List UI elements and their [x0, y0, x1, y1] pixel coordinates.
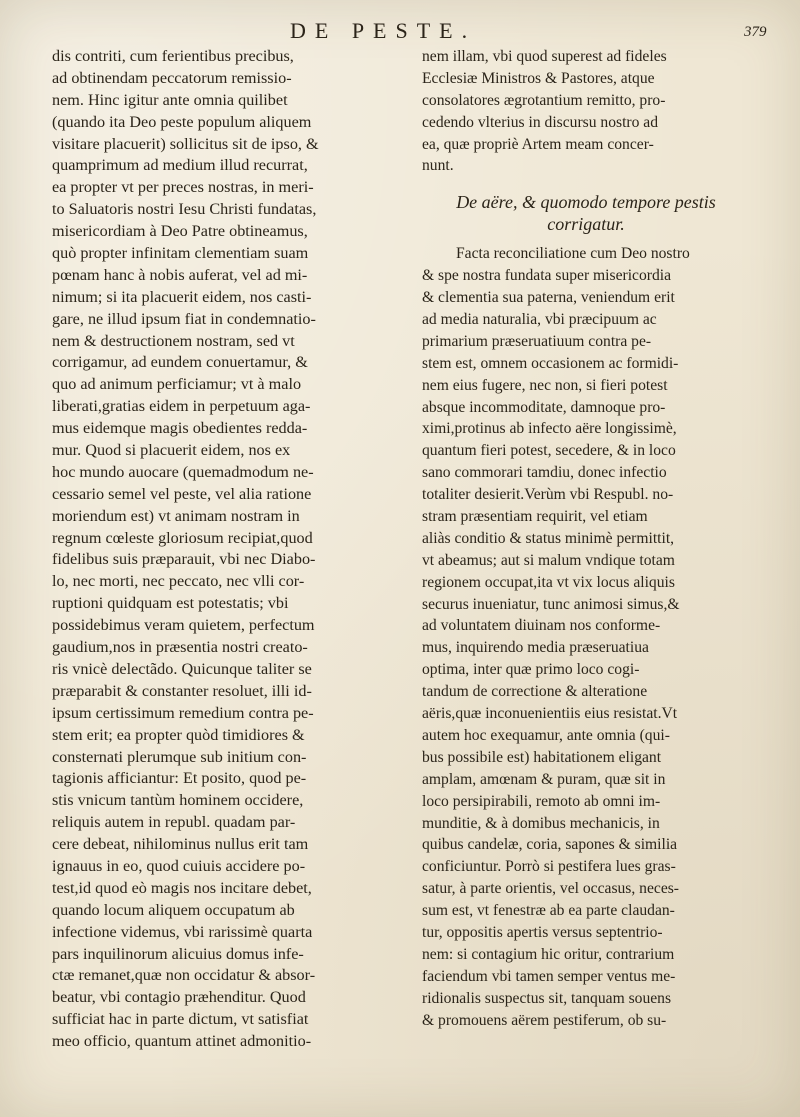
text-line: pars inquilinorum alicuius domus infe-: [52, 944, 304, 963]
text-line: nimum; si ita placuerit eidem, nos casti-: [52, 287, 312, 306]
text-line: nem & destructionem nostram, sed vt: [52, 331, 295, 350]
text-line: ad obtinendam peccatorum remissio-: [52, 68, 292, 87]
text-line: mus eidemque magis obedientes redda-: [52, 419, 308, 438]
text-line: nem eius fugere, nec non, si fieri potest: [422, 376, 668, 394]
text-line: corrigamur, ad eundem conuertamur, &: [52, 353, 308, 372]
text-line: mur. Quod si placuerit eidem, nos ex: [52, 441, 291, 460]
text-line: cessario semel vel peste, vel alia ratione: [52, 484, 312, 503]
text-line: nunt.: [422, 157, 454, 175]
text-line: ruptioni quidquam est potestatis; vbi: [52, 594, 289, 613]
text-line: loco persipirabili, remoto ab omni im-: [422, 792, 661, 810]
text-line: quantum fieri potest, secedere, & in loco: [422, 442, 676, 460]
text-line: optima, inter quæ primo loco cogi-: [422, 661, 640, 679]
text-line: præparabit & constanter resoluet, illi id-: [52, 681, 312, 700]
text-line: faciendum vbi tamen semper ventus me-: [422, 967, 676, 985]
text-line: absque incommoditate, damnoque pro-: [422, 398, 666, 416]
text-line: sum est, vt fenestræ ab ea parte claudan-: [422, 902, 675, 920]
text-line: ctæ remanet,quæ non occidatur & absor-: [52, 966, 316, 985]
text-line: quamprimum ad medium illud recurrat,: [52, 156, 308, 175]
text-line: reliquis autem in republ. quadam par-: [52, 813, 296, 832]
text-line: aëris,quæ inconuenientiis eius resistat.Vt: [422, 705, 678, 723]
text-line: nem illam, vbi quod superest ad fideles: [422, 48, 667, 65]
text-line: dis contriti, cum ferientibus precibus,: [52, 47, 294, 65]
text-line: tagionis afficiantur: Et posito, quod pe-: [52, 769, 307, 788]
running-head: DE PESTE.: [290, 18, 477, 43]
text-line: bus possibile est) habitationem eligant: [422, 748, 662, 766]
text-line: consternati plerumque sub initium con-: [52, 747, 307, 766]
text-line: stem est, omnem occasionem ac formidi-: [422, 354, 679, 372]
text-line: ris vnicè delectãdo. Quicunque taliter se: [52, 659, 312, 678]
text-line: sufficiat hac in parte dictum, vt satisfiat: [52, 1010, 309, 1029]
text-line: ad voluntatem diuinam nos conforme-: [422, 617, 661, 635]
text-line: stis vnicum tantùm hominem occidere,: [52, 791, 304, 810]
text-line: ximi,protinus ab infecto aëre longissimè,: [422, 420, 677, 438]
text-line: ridionalis suspectus sit, tanquam souens: [422, 989, 672, 1007]
text-line: ea, quæ propriè Artem meam concer-: [422, 135, 654, 153]
text-line: meo officio, quantum attinet admonitio-: [52, 1032, 312, 1051]
text-line: ignauus in eo, quod cuiuis accidere po-: [52, 856, 306, 875]
section-title-continued: corrigatur.: [547, 214, 625, 235]
text-line: ad media naturalia, vbi præcipuum ac: [422, 311, 657, 329]
text-line: lo, nec morti, nec peccato, nec vlli cor-: [52, 572, 305, 591]
text-line: to Saluatoris nostri Iesu Christi fundatas,: [52, 200, 317, 219]
text-line: stem erit; ea propter quòd timidiores &: [52, 725, 305, 744]
page-number: 379: [744, 24, 767, 40]
text-line: moriendum est) vt animam nostram in: [52, 506, 300, 525]
text-line: Ecclesiæ Ministros & Pastores, atque: [422, 69, 655, 87]
text-line: liberati,gratias eidem in perpetuum aga-: [52, 397, 311, 416]
text-line: regionem occupat,ita vt vix locus aliquis: [422, 573, 675, 591]
text-line: quando locum aliquem occupatum ab: [52, 900, 295, 919]
text-line: visitare placuerit) sollicitus sit de ipso, &: [52, 134, 319, 153]
text-line: autem hoc exequamur, ante omnia (qui-: [422, 726, 670, 744]
text-line: pœnam hanc à nobis auferat, vel ad mi-: [52, 265, 308, 284]
text-line: (quando ita Deo peste populum aliquem: [52, 112, 312, 131]
text-line: beatur, vbi contagio præhenditur. Quod: [52, 988, 306, 1007]
text-line: hoc mundo auocare (quemadmodum ne-: [52, 462, 314, 481]
text-line: gare, ne illud ipsum fiat in condemnatio-: [52, 309, 316, 328]
text-line: quibus candelæ, coria, sapones & similia: [422, 836, 678, 854]
text-line: Facta reconciliatione cum Deo nostro: [456, 245, 690, 263]
text-line: sano commorari tamdiu, donec infectio: [422, 464, 667, 482]
text-line: totaliter desierit.Verùm vbi Respubl. no-: [422, 486, 674, 504]
text-line: tur, oppositis apertis versus septentrio-: [422, 923, 663, 941]
text-line: stram præsentiam requirit, vel etiam: [422, 508, 648, 526]
page-header: [0, 14, 800, 44]
text-line: aliàs conditio & status minimè permittit,: [422, 529, 675, 547]
text-line: & promouens aërem pestiferum, ob su-: [422, 1011, 667, 1029]
text-line: tandum de correctione & alteratione: [422, 683, 648, 701]
text-line: satur, à parte orientis, vel occasus, neces-: [422, 880, 679, 898]
section-title: De aëre, & quomodo tempore pestis: [456, 192, 716, 213]
text-line: test,id quod eò magis nos incitare debet,: [52, 878, 312, 897]
text-line: vt abeamus; aut si malum vndique totam: [422, 551, 675, 569]
text-line: & clementia sua paterna, veniendum erit: [422, 289, 675, 307]
text-line: quo ad animum perficiamur; vt à malo: [52, 375, 302, 394]
text-line: nem: si contagium hic oritur, contrarium: [422, 945, 675, 963]
text-line: possidebimus veram quietem, perfectum: [52, 616, 315, 635]
text-line: fidelibus suis præparauit, vbi nec Diabo-: [52, 550, 316, 569]
text-line: gaudium,nos in præsentia nostri creato-: [52, 638, 308, 657]
text-line: ea propter vt per preces nostras, in meri-: [52, 178, 314, 197]
left-column: [52, 46, 372, 1053]
text-line: securus inueniatur, tunc animosi simus,&: [422, 595, 680, 613]
text-line: nem. Hinc igitur ante omnia quilibet: [52, 90, 288, 109]
text-line: mus, inquirendo media præseruatiua: [422, 639, 649, 657]
text-line: infectione videmus, vbi rarissimè quarta: [52, 922, 313, 941]
text-line: primarium præseruatiuum contra pe-: [422, 332, 652, 350]
text-line: & spe nostra fundata super misericordia: [422, 267, 671, 285]
text-line: cedendo vlterius in discursu nostro ad: [422, 113, 659, 131]
text-line: quò propter infinitam clementiam suam: [52, 244, 309, 263]
text-line: consolatores ægrotantium remitto, pro-: [422, 91, 666, 109]
text-line: misericordiam à Deo Patre obtineamus,: [52, 222, 308, 241]
text-line: cere debeat, nihilominus nullus erit tam: [52, 835, 309, 854]
text-line: regnum cœleste gloriosum recipiat,quod: [52, 528, 313, 547]
right-column: [422, 46, 750, 1031]
text-line: conficiuntur. Porrò si pestifera lues gras-: [422, 858, 676, 876]
text-line: munditie, & à domibus mechanicis, in: [422, 814, 660, 832]
text-line: ipsum certissimum remedium contra pe-: [52, 703, 314, 722]
text-line: amplam, amœnam & puram, quæ sit in: [422, 770, 666, 788]
